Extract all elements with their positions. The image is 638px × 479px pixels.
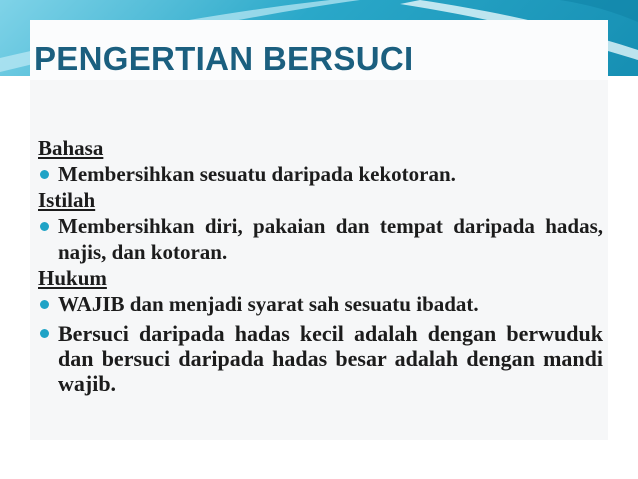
section-heading-bahasa: Bahasa xyxy=(38,136,104,160)
bullet-dot-icon xyxy=(40,329,49,338)
bullet-item xyxy=(38,321,603,396)
slide-content xyxy=(38,135,603,396)
bullet-dot-icon xyxy=(40,170,49,179)
bullet-text: Membersihkan diri, pakaian dan tempat daripada hadas, najis, dan kotoran. xyxy=(58,214,603,264)
section-heading-istilah: Istilah xyxy=(38,188,96,212)
slide-title: PENGERTIAN BERSUCI xyxy=(34,40,414,77)
bullet-item xyxy=(38,291,603,317)
bullet-text: WAJIB dan menjadi syarat sah sesuatu ibadat. xyxy=(58,292,479,316)
bullet-dot-icon xyxy=(40,222,49,231)
bullet-item xyxy=(38,161,603,187)
bullet-dot-icon xyxy=(40,300,49,309)
section-heading-hukum: Hukum xyxy=(38,266,107,290)
bullet-text: Membersihkan sesuatu daripada kekotoran. xyxy=(58,162,456,186)
bullet-item xyxy=(38,213,603,265)
bullet-text: Bersuci daripada hadas kecil adalah dengan berwuduk dan bersuci daripada hadas besar adalah dengan mandi wajib. xyxy=(58,321,603,396)
